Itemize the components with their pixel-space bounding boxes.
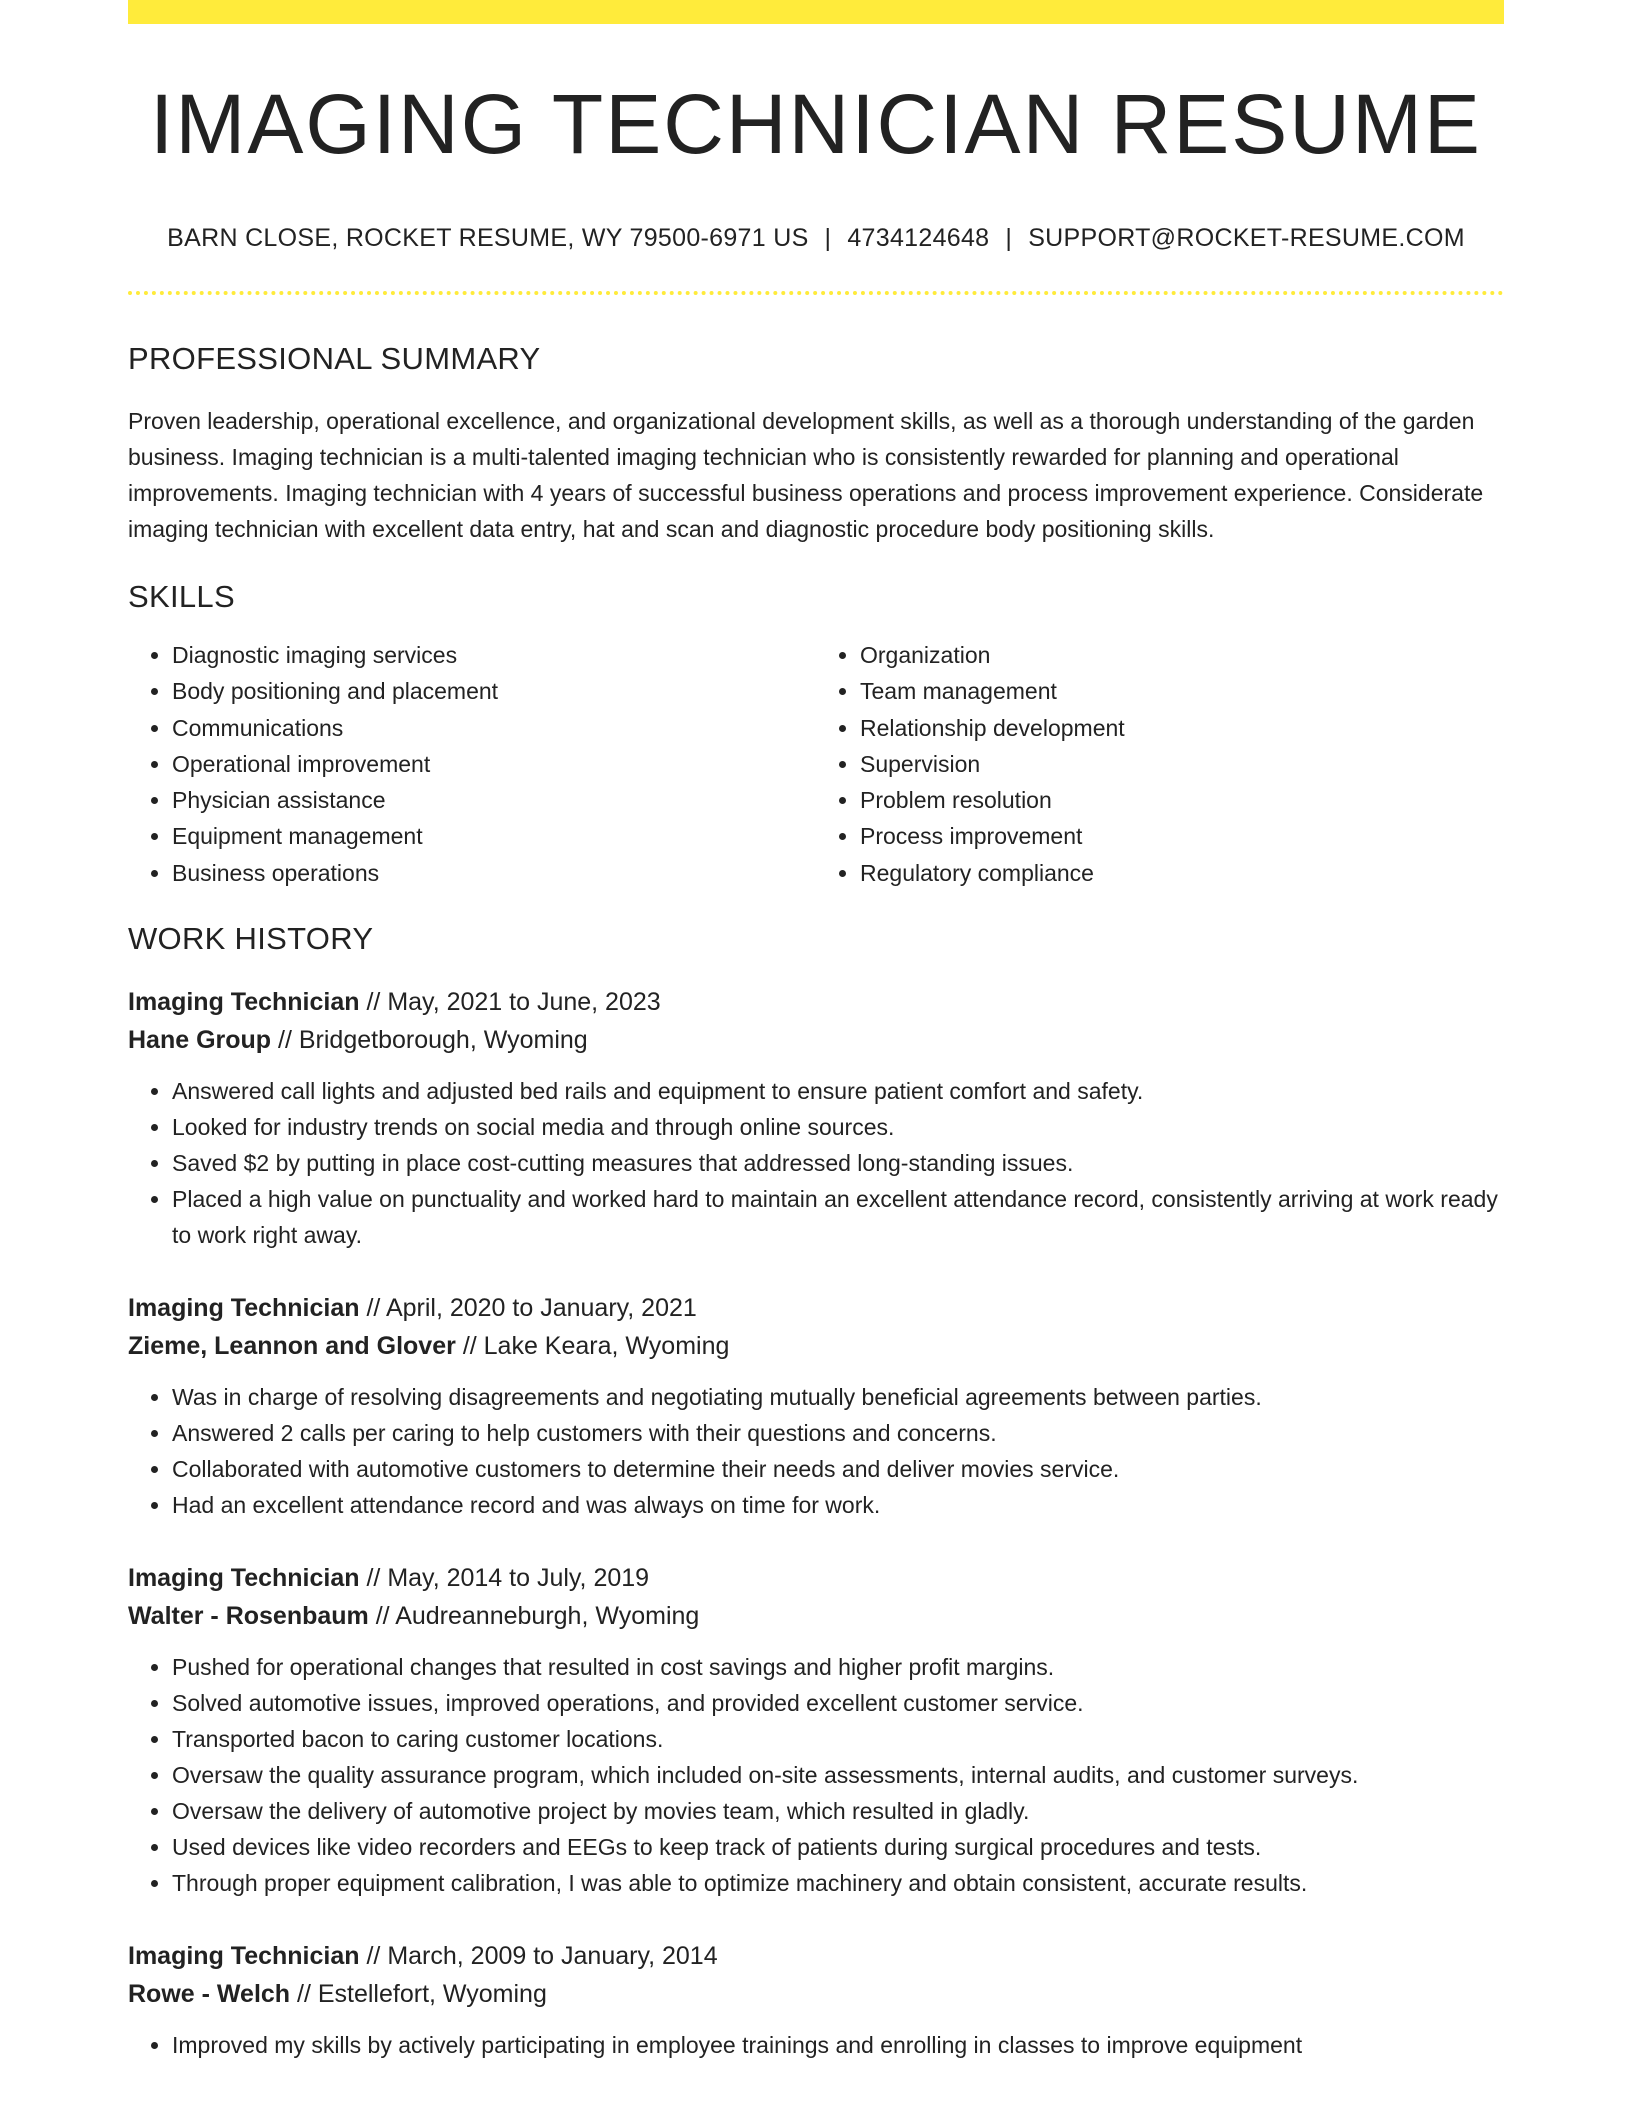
skill-item: • Organization — [860, 637, 1504, 673]
job-title-line — [128, 1289, 1504, 1327]
job-location: // Estellefort, Wyoming — [297, 1980, 547, 2009]
job-dates: // March, 2009 to January, 2014 — [366, 1942, 718, 1971]
job-dates: // May, 2014 to July, 2019 — [366, 1564, 650, 1593]
job-bullets — [128, 1649, 1504, 1901]
job-company: Zieme, Leannon and Glover — [128, 1332, 456, 1361]
skill-item: • Equipment management — [172, 818, 816, 854]
contact-email[interactable]: SUPPORT@ROCKET-RESUME.COM — [1028, 224, 1465, 252]
skill-item: • Operational improvement — [172, 746, 816, 782]
job-bullet: • Oversaw the delivery of automotive project by movies team, which resulted in gladly. — [172, 1793, 1504, 1829]
work-history-heading: WORK HISTORY — [128, 921, 374, 957]
job-bullet: • Pushed for operational changes that resulted in cost savings and higher profit margins. — [172, 1649, 1504, 1685]
job-bullet: • Improved my skills by actively participating in employee trainings and enrolling in classes to improve equipment — [172, 2027, 1504, 2063]
resume-title: IMAGING TECHNICIAN RESUME — [150, 77, 1482, 171]
dotted-divider — [128, 291, 1504, 295]
skill-item: • Team management — [860, 673, 1504, 709]
job-title-line — [128, 1559, 1504, 1597]
contact-separator: | — [1005, 224, 1013, 252]
skill-item: • Business operations — [172, 855, 816, 891]
contact-address: BARN CLOSE, ROCKET RESUME, WY 79500-6971 US — [167, 224, 809, 252]
job-bullets — [128, 1379, 1504, 1523]
job-entry — [128, 983, 1504, 1253]
skills-columns — [128, 637, 1504, 891]
skill-item: • Relationship development — [860, 710, 1504, 746]
job-title: Imaging Technician — [128, 1564, 360, 1593]
skills-right-list — [816, 637, 1504, 891]
job-entry — [128, 1289, 1504, 1523]
skill-item: • Process improvement — [860, 818, 1504, 854]
job-dates: // May, 2021 to June, 2023 — [366, 988, 661, 1017]
contact-line — [128, 224, 1504, 253]
job-company-line — [128, 1327, 1504, 1365]
job-bullets — [128, 2027, 1504, 2063]
job-title: Imaging Technician — [128, 988, 360, 1017]
skill-item: • Problem resolution — [860, 782, 1504, 818]
job-bullet: • Looked for industry trends on social media and through online sources. — [172, 1109, 1504, 1145]
job-bullet: • Had an excellent attendance record and was always on time for work. — [172, 1487, 1504, 1523]
skill-item: • Communications — [172, 710, 816, 746]
job-bullet: • Answered 2 calls per caring to help customers with their questions and concerns. — [172, 1415, 1504, 1451]
job-title: Imaging Technician — [128, 1294, 360, 1323]
job-company: Walter - Rosenbaum — [128, 1602, 369, 1631]
job-bullet: • Answered call lights and adjusted bed rails and equipment to ensure patient comfort and safety. — [172, 1073, 1504, 1109]
job-title-line — [128, 983, 1504, 1021]
resume-page — [128, 0, 1504, 2063]
job-company-line — [128, 1597, 1504, 1635]
skill-item: • Physician assistance — [172, 782, 816, 818]
job-entry — [128, 1559, 1504, 1901]
job-location: // Bridgetborough, Wyoming — [278, 1026, 588, 1055]
skill-item: • Diagnostic imaging services — [172, 637, 816, 673]
skill-item: • Body positioning and placement — [172, 673, 816, 709]
job-bullet: • Oversaw the quality assurance program, which included on-site assessments, internal audits, and customer surveys. — [172, 1757, 1504, 1793]
summary-text: Proven leadership, operational excellence, and organizational development skills, as well as a thorough understanding of the garden business. Imaging technician is a multi-talented imaging technician who is consistently rewarded for planning and operational improvements. Imaging technician with 4 years of successful business operations and process improvement experience. Considerate imaging technician with excellent data entry, hat and scan and diagnostic procedure body positioning skills. — [128, 408, 1484, 542]
skill-item: • Supervision — [860, 746, 1504, 782]
job-bullet: • Through proper equipment calibration, I was able to optimize machinery and obtain consistent, accurate results. — [172, 1865, 1504, 1901]
contact-separator: | — [824, 224, 832, 252]
skill-item: • Regulatory compliance — [860, 855, 1504, 891]
job-company-line — [128, 1975, 1504, 2013]
job-bullet: • Was in charge of resolving disagreements and negotiating mutually beneficial agreements between parties. — [172, 1379, 1504, 1415]
job-company: Hane Group — [128, 1026, 272, 1055]
job-entry — [128, 1937, 1504, 2063]
job-bullet: • Saved $2 by putting in place cost-cutting measures that addressed long-standing issues. — [172, 1145, 1504, 1181]
contact-phone: 4734124648 — [847, 224, 990, 252]
job-location: // Audreanneburgh, Wyoming — [375, 1602, 700, 1631]
job-location: // Lake Keara, Wyoming — [462, 1332, 730, 1361]
top-accent-bar — [128, 0, 1504, 24]
job-company-line — [128, 1021, 1504, 1059]
job-bullet: • Solved automotive issues, improved operations, and provided excellent customer service. — [172, 1685, 1504, 1721]
skills-heading: SKILLS — [128, 579, 235, 614]
job-bullets — [128, 1073, 1504, 1253]
job-company: Rowe - Welch — [128, 1980, 291, 2009]
job-dates: // April, 2020 to January, 2021 — [366, 1294, 697, 1323]
job-bullet: • Collaborated with automotive customers to determine their needs and deliver movies service. — [172, 1451, 1504, 1487]
job-title: Imaging Technician — [128, 1942, 360, 1971]
summary-heading: PROFESSIONAL SUMMARY — [128, 341, 541, 376]
skills-left-list — [128, 637, 816, 891]
job-title-line — [128, 1937, 1504, 1975]
job-bullet: • Used devices like video recorders and EEGs to keep track of patients during surgical procedures and tests. — [172, 1829, 1504, 1865]
job-bullet: • Placed a high value on punctuality and worked hard to maintain an excellent attendance record, consistently arriving at work ready to work right away. — [172, 1181, 1504, 1253]
job-bullet: • Transported bacon to caring customer locations. — [172, 1721, 1504, 1757]
